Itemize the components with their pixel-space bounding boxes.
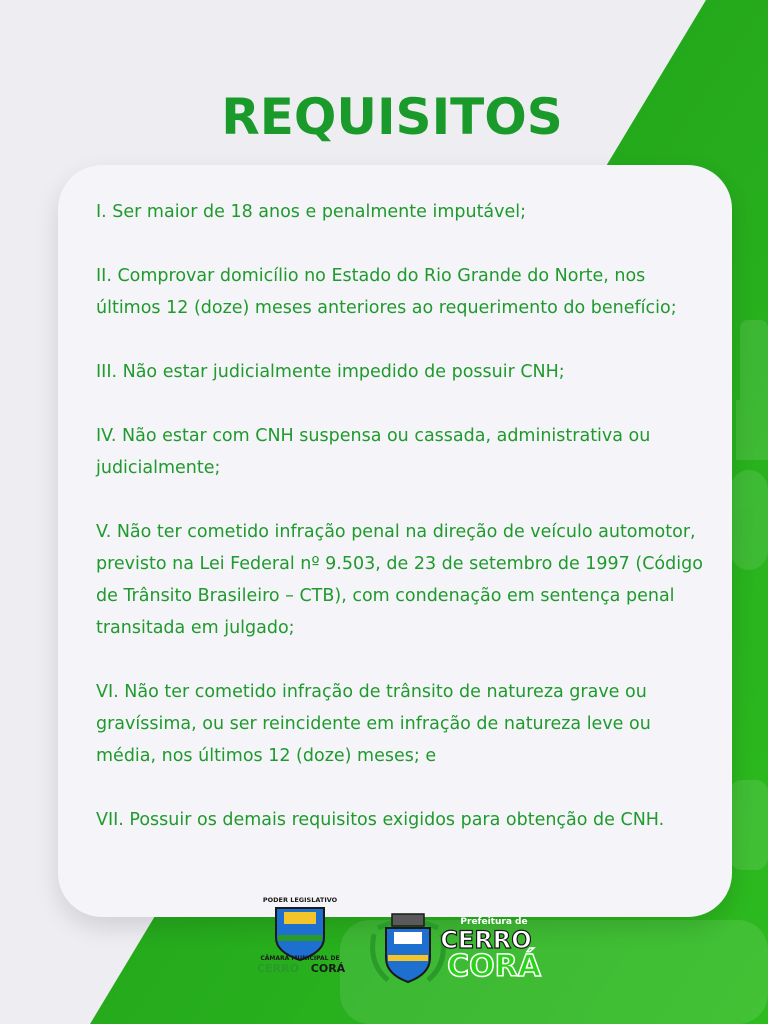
requirement-item: VI. Não ter cometido infração de trânsito de natureza grave ou gravíssima, ou ser reincidente em infração de natureza leve ou média, nos últimos 12 (doze) meses; e xyxy=(96,682,651,766)
prefeitura-top-text: Prefeitura de xyxy=(460,917,528,927)
requirement-item: V. Não ter cometido infração penal na direção de veículo automotor, previsto na Lei Federal nº 9.503, de 23 de setembro de 1997 (Código de Trânsito Brasileiro – CTB), com condenação em sentença penal transitada em julgado; xyxy=(96,522,703,638)
requirement-item: II. Comprovar domicílio no Estado do Rio Grande do Norte, nos últimos 12 (doze) meses anteriores ao requerimento do benefício; xyxy=(96,266,677,318)
prefeitura-name-1: CERRO xyxy=(440,926,532,954)
city-coat-of-arms-icon xyxy=(373,914,444,982)
requirement-item: VII. Possuir os demais requisitos exigidos para obtenção de CNH. xyxy=(96,810,665,830)
page-title: REQUISITOS xyxy=(221,88,563,146)
prefeitura-logo xyxy=(440,917,541,984)
requirements-list xyxy=(96,196,712,868)
camara-sub-text: CÂMARA MUNICIPAL DE xyxy=(260,955,340,962)
camara-top-text: PODER LEGISLATIVO xyxy=(262,896,338,904)
camara-name-1: CERRO xyxy=(257,962,299,975)
prefeitura-name-2: CORÁ xyxy=(447,949,541,984)
camara-name-2: CORÁ xyxy=(310,962,346,975)
camara-municipal-logo xyxy=(257,896,346,975)
requirement-item: IV. Não estar com CNH suspensa ou cassada, administrativa ou judicialmente; xyxy=(96,426,651,478)
footer-logos xyxy=(0,890,768,1024)
requirement-item: I. Ser maior de 18 anos e penalmente imputável; xyxy=(96,202,527,222)
requirement-item: III. Não estar judicialmente impedido de possuir CNH; xyxy=(96,362,565,382)
